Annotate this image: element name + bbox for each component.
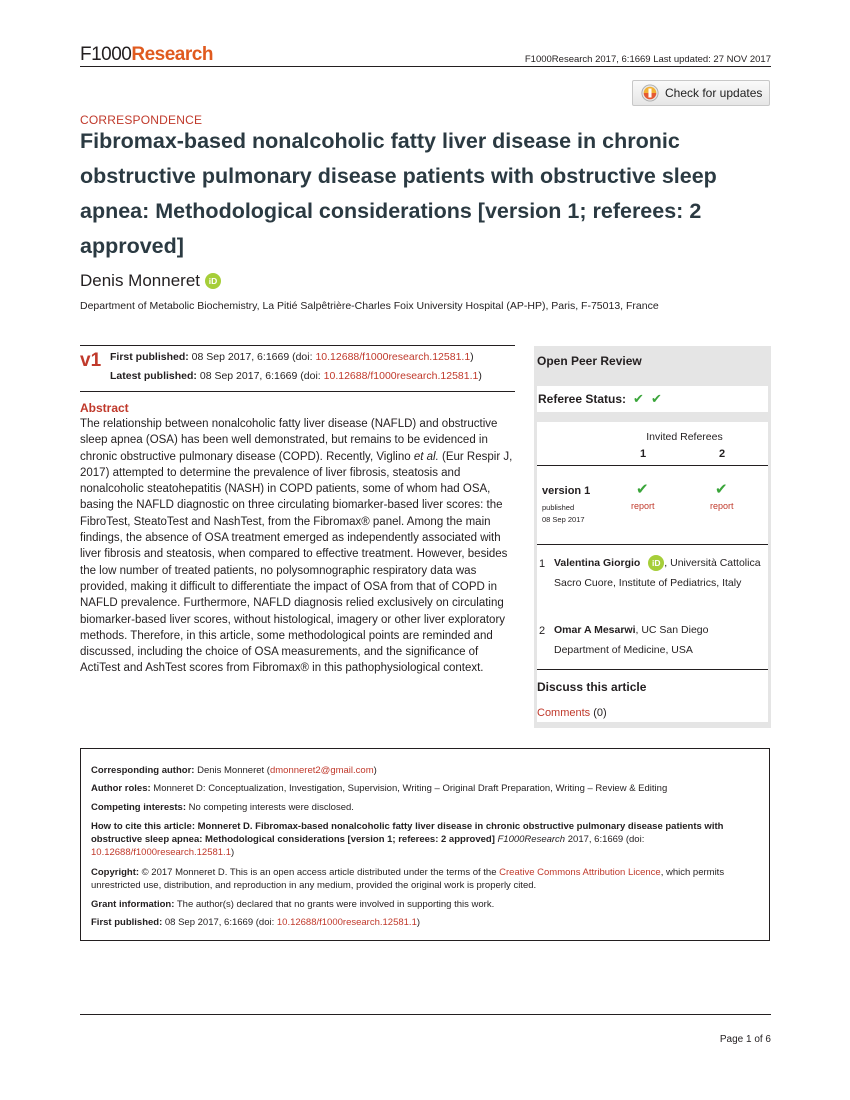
referee-2-name[interactable]: Omar A Mesarwi: [554, 624, 636, 636]
discuss-title: Discuss this article: [537, 680, 647, 694]
cite-text: Monneret D. Fibromax-based nonalcoholic fatty liver disease in chronic obstructive pulmonary disease patients with obstructive sleep apnea: Methodological considerations [version 1; referees: 2 approved]: [91, 821, 724, 845]
first-published-doi-link[interactable]: 10.12688/f1000research.12581.1: [315, 351, 471, 363]
logo-f1000-text: F1000: [80, 44, 132, 65]
comments-count: (0): [590, 707, 607, 719]
info-first-close: ): [416, 917, 421, 928]
peer-review-title: Open Peer Review: [537, 354, 642, 368]
cite-label: How to cite this article:: [91, 821, 195, 832]
corresponding-email-link[interactable]: dmonneret2@gmail.com: [269, 765, 374, 776]
license-link[interactable]: Creative Commons Attribution Licence: [499, 867, 661, 878]
referee-2-affiliation: , UC San Diego Department of Medicine, USA: [554, 624, 709, 656]
abstract-etal: et al.: [413, 450, 439, 463]
cite-journal: F1000Research: [497, 834, 566, 845]
footer-divider: [80, 1014, 771, 1015]
author-line: [80, 271, 221, 291]
referee-1-entry: [554, 553, 762, 593]
competing-text: No competing interests were disclosed.: [186, 802, 354, 813]
corresponding-close: ): [373, 765, 377, 776]
referee-2-entry: [554, 620, 762, 660]
header-divider: [80, 66, 771, 67]
grant-label: Grant information:: [91, 899, 175, 910]
article-category: CORRESPONDENCE: [80, 113, 203, 127]
copyright: [91, 866, 763, 892]
cite-doi-link[interactable]: 10.12688/f1000research.12581.1: [91, 847, 231, 858]
referee-1-approved-icon: ✔: [636, 481, 649, 498]
corresponding-text: Denis Monneret (: [194, 765, 270, 776]
author-name[interactable]: Denis Monneret: [80, 271, 201, 290]
copyright-text-2: , which permits unrestricted use, distribution, and reproduction in any medium, provided the original work is properly cited.: [91, 867, 725, 891]
version-1-label: version 1: [542, 485, 591, 497]
check-for-updates-label: Check for updates: [665, 86, 763, 100]
corresponding-author: [91, 764, 763, 777]
header-citation: F1000Research 2017, 6:1669 Last updated: 27 NOV 2017: [524, 54, 771, 65]
check-for-updates-button[interactable]: [632, 80, 770, 106]
orcid-icon[interactable]: iD: [648, 555, 664, 571]
roles-label: Author roles:: [91, 783, 151, 794]
copyright-label: Copyright:: [91, 867, 140, 878]
version-divider-top: [80, 345, 515, 346]
referees-divider-2: [537, 544, 768, 545]
referee-1-report-link[interactable]: report: [631, 501, 655, 511]
referees-divider: [537, 465, 768, 466]
referee-number: 2: [539, 625, 546, 637]
latest-published-text: 08 Sep 2017, 6:1669 (doi:: [199, 370, 321, 382]
cite-text-2: 2017, 6:1669 (doi:: [565, 834, 645, 845]
latest-published-row: [110, 370, 482, 382]
roles-text: Monneret D: Conceptualization, Investigation, Supervision, Writing – Original Draft Preparation, Writing – Review & Editing: [150, 783, 668, 794]
abstract-heading: Abstract: [80, 401, 129, 415]
latest-published-doi-link[interactable]: 10.12688/f1000research.12581.1: [323, 370, 479, 382]
discuss-divider: [537, 669, 768, 670]
comments-link[interactable]: Comments: [537, 707, 591, 719]
approved-check-icon: ✔: [650, 391, 662, 406]
corresponding-label: Corresponding author:: [91, 765, 195, 776]
referee-column-1: 1: [640, 448, 647, 460]
referee-status: [538, 391, 662, 407]
approved-check-icon: ✔: [633, 391, 644, 406]
first-published-row: [110, 351, 474, 363]
author-affiliation: Department of Metabolic Biochemistry, La Pitié Salpêtrière-Charles Foix University Hospital (AP-HP), Paris, F-75013, France: [80, 300, 659, 312]
first-published-info: [91, 916, 763, 929]
copyright-text: © 2017 Monneret D. This is an open access article distributed under the terms of the: [139, 867, 500, 878]
version-badge: v1: [80, 350, 102, 371]
info-first-label: First published:: [91, 917, 163, 928]
journal-logo: [80, 44, 213, 66]
page-number: Page 1 of 6: [719, 1034, 771, 1045]
referee-1-affiliation: , Università Cattolica Sacro Cuore, Institute of Pediatrics, Italy: [554, 557, 761, 589]
first-published-close: ): [470, 351, 474, 363]
version-published-label: published: [542, 503, 575, 512]
author-roles: [91, 782, 763, 795]
competing-interests: [91, 801, 763, 814]
cite-close: ): [230, 847, 235, 858]
orcid-icon[interactable]: iD: [205, 273, 221, 289]
latest-published-label: Latest published:: [110, 370, 197, 382]
version-published-date: 08 Sep 2017: [542, 515, 585, 524]
referee-number: 1: [539, 558, 546, 570]
info-first-doi-link[interactable]: 10.12688/f1000research.12581.1: [276, 917, 417, 928]
info-first-text: 08 Sep 2017, 6:1669 (doi:: [162, 917, 277, 928]
comments-row: [537, 707, 607, 719]
referee-2-report-link[interactable]: report: [710, 501, 734, 511]
abstract-text-1: The relationship between nonalcoholic fatty liver disease (NAFLD) and obstructive sleep apnea (OSA) has been well demonstrated, but remains to be evidenced in chronic obstructive pulmonary disease (COPD). Recently, Viglino: [80, 418, 498, 463]
abstract-body: [80, 416, 515, 677]
referee-2-approved-icon: ✔: [715, 481, 728, 498]
article-title: Fibromax-based nonalcoholic fatty liver disease in chronic obstructive pulmonary disease patients with obstructive sleep apnea: Methodological considerations [version 1; referees: 2 approved]: [80, 129, 717, 258]
referee-column-2: 2: [719, 448, 726, 460]
first-published-label: First published:: [110, 351, 189, 363]
first-published-text: 08 Sep 2017, 6:1669 (doi:: [191, 351, 313, 363]
referee-status-label: Referee Status:: [538, 392, 627, 406]
abstract-text-2: (Eur Respir J, 2017) attempted to determine the prevalence of liver fibrosis, steatosis and nonalcoholic steatohepatitis (NASH) in COPD patients, some of whom had OSA, basing the NAFLD diagnostic on three circulating biomarker-based liver scores: the FibroTest, SteatoTest and NashTest, from the Fibromax® panel. Among the main findings, the absence of OSA treatment emerged as independently associated with liver fibrosis and steatosis, when compared to effective treatment. However, besides the low number of treated patients, no polysomnographic respiratory data was provided, making it difficult to differentiate the impact of OSA from that of COPD in NAFLD prevalence. Furthermore, NAFLD diagnosis relied exclusively on circulating biomarker-based liver scores, without histological, imagery or other liver exploratory methods. Therefore, in this article, some methodological points are reminded and discussed, including the choice of OSA measurements, and the significance of ActiTest and AshTest scores from Fibromax® in this pathophysiological context.: [80, 450, 513, 675]
grant-text: The author(s) declared that no grants were involved in supporting this work.: [174, 899, 495, 910]
how-to-cite: [91, 820, 763, 859]
crossmark-icon: [641, 84, 659, 102]
latest-published-close: ): [478, 370, 482, 382]
competing-label: Competing interests:: [91, 802, 187, 813]
grant-information: [91, 898, 763, 911]
logo-research-text: Research: [131, 44, 213, 65]
referee-1-name[interactable]: Valentina Giorgio: [554, 557, 641, 569]
invited-referees-label: Invited Referees: [646, 431, 723, 443]
version-divider-bottom: [80, 391, 515, 392]
